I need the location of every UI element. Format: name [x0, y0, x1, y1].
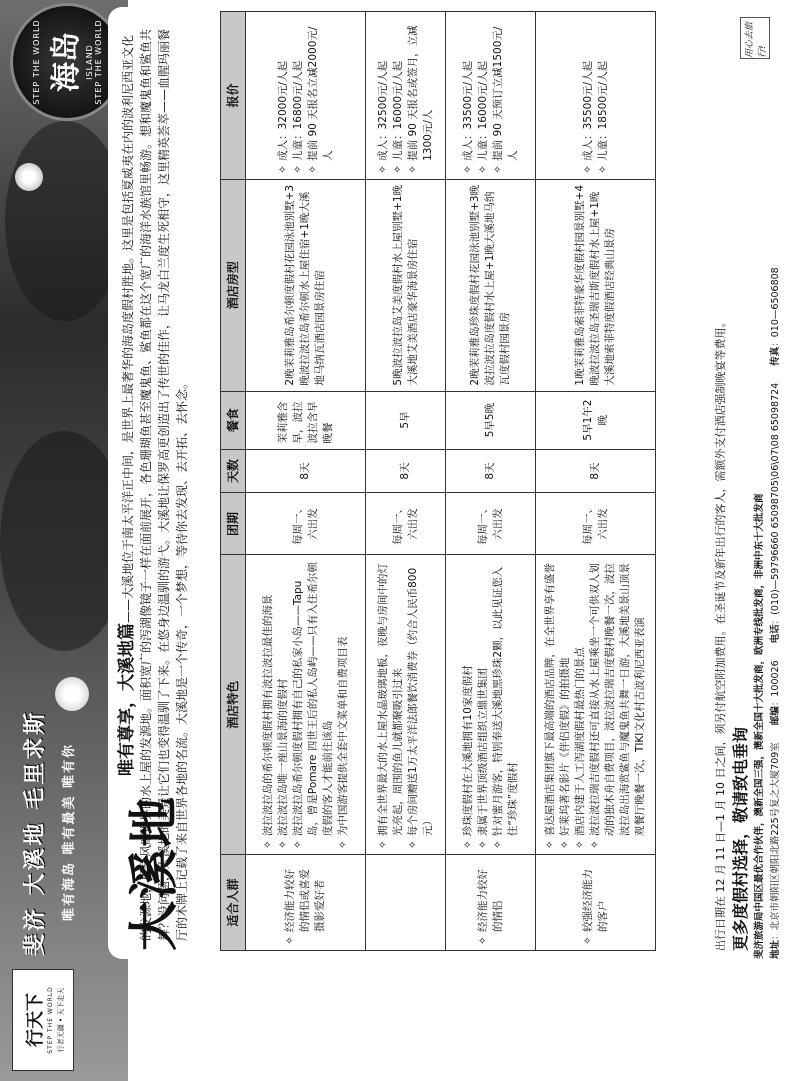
audience-text: ✧ 经济能力较好的情侣 — [476, 860, 506, 945]
prices-cell — [536, 12, 656, 180]
rooms-cell: 1晚茉莉雅岛索菲特豪华度假村园景别墅+4晚波拉波拉岛圣瑞吉斯度假村水上屋+1晚大溪地索菲特度假酒店经典山景房 — [536, 179, 656, 391]
address-value: 北京市朝阳区朝阳北路225号复之大厦709室 — [770, 742, 781, 931]
prices-cell — [246, 12, 366, 180]
col-departure: 团期 — [221, 493, 246, 555]
table-header-row — [221, 12, 246, 951]
days-cell: 8天 — [366, 449, 446, 493]
departure-cell: 每周一、六出发 — [536, 493, 656, 555]
feature-item: ✧ 每个房间赠送1万太平洋法郎餐饮消费券（约合人民币800元） — [406, 560, 436, 849]
feature-item: ✧ 拥有全世界最大的水上屋水晶玻璃地板，夜晚与房间中的灯光亮起，周围的鱼儿就都聚吸引过来 — [376, 560, 406, 849]
table-row — [366, 12, 446, 951]
feature-item: ✧ 珍珠度假村在大溪地拥有10家度假村 — [461, 560, 476, 849]
postcode-value: 100026 — [770, 660, 781, 697]
phone-value: (010)—59796660 65098705\06\07\08 65098724 — [770, 382, 781, 615]
meals-cell: 5早1午2晚 — [536, 391, 656, 449]
seal-main-text: 海岛 — [48, 32, 84, 92]
seal-side-text: ISLAND — [84, 44, 94, 80]
price-item: ✧ 儿童：16000元/人起 — [391, 17, 406, 174]
rooms-cell: 2晚茉莉雅岛珍珠度假村花园泳池别墅+3晚波拉波拉岛度假村水上屋+1晚大溪地马纳瓦度假村园景房 — [446, 179, 536, 391]
rooms-cell: 2晚茉莉雅岛希尔顿度假村花园泳池别墅+3晚波拉波拉岛希尔顿水上屋住宿+1晚大溪地马纳瓦酒店园景房住宿 — [246, 179, 366, 391]
page-title: 大溪地 — [124, 795, 183, 951]
features-cell — [536, 555, 656, 855]
col-prices: 报价 — [221, 12, 246, 180]
features-cell — [366, 555, 446, 855]
phone-label: 电话 — [770, 624, 781, 644]
footer-credentials: 斐济旅游局中国区最优合作伙伴，澳新全国三强，澳新全国十大批发商，欧洲专线批发商，非洲中东十大批发商 — [754, 493, 765, 959]
surcharge-note: 出行日期在 12 月 11 日—1 月 10 日之间，须另付航空附加费用。在圣诞节及新年出行的客人，需额外支付酒店强制晚宴等费用。 — [714, 316, 727, 951]
audience-text: ✧ 较强经济能力的客户 — [581, 860, 611, 945]
days-cell: 8天 — [446, 449, 536, 493]
table-row — [536, 12, 656, 951]
destinations-tagline: 斐济 大溪地 毛里求斯 — [22, 709, 48, 956]
audience-cell — [246, 855, 366, 951]
days-cell: 8天 — [246, 449, 366, 493]
price-item: ✧ 儿童：16800元/人起 — [291, 17, 306, 174]
call-to-action: 更多度假村选择，敬请致电垂询 — [731, 726, 750, 951]
prices-cell — [446, 12, 536, 180]
footer-contact: 地址：北京市朝阳区朝阳北路225号复之大厦709室 邮编：100026 电话：(010)—59796660 65098705\06\07\08 65098724 传真：010—6506808 — [770, 267, 781, 959]
island-seal — [10, 3, 124, 121]
meals-cell: 茉莉雅含早，波拉波拉含早晚餐 — [246, 391, 366, 449]
intro-text: ——大溪地位于南太平洋正中间，是世界上最奢华的海岛度假村胜地。这里是包括夏威夷在内的波利尼西亚文化的发源地，更是风靡世界的水上屋的发源地。面积宽广的泻湖像镜子一样在面前展开，各色珊瑚鱼甚至魔鬼鱼、鲨鱼都在这个宽广的海洋水族馆里畅游。想和魔鬼鱼和鲨鱼共舞？没问题，大溪地的美景让它们也变得温驯了下来。在悠身边温驯的游弋。大溪地让保罗高更创造出了传世的佳作，让马龙白兰度生死相守，这里精英荟萃——血腥玛丽餐厅的木牌上记载了来自世界各地的名流。大溪地是一个传奇，一个梦想，等待你去发现、去开拓、去怀念。 — [121, 28, 189, 941]
logo-slogan: 行者无疆 • 天下走天 — [56, 987, 65, 1053]
feature-item: ✧ 喜达屋酒店集团旗下最高端的酒店品牌，在全世界享有盛誉 — [543, 560, 558, 849]
audience-cell — [446, 855, 536, 951]
postcode-label: 邮编 — [770, 706, 781, 726]
rooms-cell: 5晚波拉波拉岛艾美度假村水上屋别墅+1晚大溪地艾美酒店豪华海景房住宿 — [366, 179, 446, 391]
hotel-table — [220, 11, 656, 951]
price-item: ✧ 成人：35500元/人起 — [581, 17, 596, 174]
table-row — [446, 12, 536, 951]
flower-icon — [55, 677, 89, 711]
intro-lead: 唯有尊享，大溪地篇 — [117, 623, 137, 776]
logo-name: 行天下 — [24, 993, 46, 1047]
flower-icon — [15, 163, 43, 191]
price-item: ✧ 成人：32500元/人起 — [376, 17, 391, 174]
address-label: 地址 — [770, 939, 781, 959]
handwritten-sign: 用心去旅行! — [740, 17, 770, 59]
price-item: ✧ 儿童：18500元/人起 — [596, 17, 611, 174]
departure-cell: 每周一、六出发 — [246, 493, 366, 555]
feature-item: ✧ 好莱坞著名影片《伴侣度假》的拍摄地 — [558, 560, 573, 849]
col-audience: 适合人群 — [221, 855, 246, 951]
table-row — [246, 12, 366, 951]
feature-item: ✧ 波拉波拉岛的希尔顿度假村拥有波拉波拉最佳的海景 — [261, 560, 276, 849]
fax-value: 010—6506808 — [770, 267, 781, 338]
audience-cell — [536, 855, 656, 951]
price-item: ✧ 提前 90 天预订立减1500元/人 — [491, 17, 521, 174]
feature-item: ✧ 波拉波拉瑞吉度假村还可直接从水上屋乘坐一个可供双人划动的独木舟自费项目，波拉波拉瑞吉度假村晚餐一次，波拉波拉岛出海赏鲨鱼与魔鬼鱼共舞一日游，大溪地美景山顶景观餐厅晚餐一次，TIKI文化村古波利尼西亚表演 — [588, 560, 648, 849]
price-item: ✧ 儿童：16000元/人起 — [476, 17, 491, 174]
brand-logo — [12, 969, 74, 1071]
features-cell — [246, 555, 366, 855]
audience-text: ✧ 经济能力较好的情侣或喜爱摄影爱好者 — [283, 860, 328, 945]
feature-item: ✧ 波拉波拉岛希尔顿度假村拥有自己的私家小岛——Tapu 岛，曾是Pomare 四世王后的私人岛屿——只有入住希尔顿度假的客人才能前往该岛 — [291, 560, 336, 849]
col-meals: 餐食 — [221, 391, 246, 449]
feature-item: ✧ 波拉波拉岛唯一座山景海的度假村 — [276, 560, 291, 849]
seal-ring-text: STEP THE WORLD — [31, 19, 41, 105]
audience-cell — [366, 855, 446, 951]
prices-cell — [366, 12, 446, 180]
feature-item: ✧ 酒店内建于人工泻湖度假村最热门的景点 — [573, 560, 588, 849]
meals-cell: 5早 — [366, 391, 446, 449]
price-item: ✧ 提前 90 天报名或签月，立减1300元/人 — [406, 17, 436, 174]
feature-item: ✧ 针对蜜月游客，特别奉送大溪地黑珍珠2颗，以此见证您入住“珍珠”度假村 — [491, 560, 521, 849]
slogan-tagline: 唯有海岛 唯有最美 唯有你 — [62, 742, 77, 921]
seal-bottom-text: STEP THE WORLD — [93, 19, 103, 105]
price-item: ✧ 成人：32000元/人起 — [276, 17, 291, 174]
features-cell — [446, 555, 536, 855]
footer — [752, 7, 784, 959]
days-cell: 8天 — [536, 449, 656, 493]
departure-cell: 每周一、六出发 — [446, 493, 536, 555]
feature-item: ✧ 隶属于世界顶级酒店组织立鼎世集团 — [476, 560, 491, 849]
price-item: ✧ 提前 90 天报名立减2000元/人 — [306, 17, 336, 174]
fax-label: 传真 — [770, 346, 781, 366]
content-card — [108, 7, 798, 959]
intro-paragraph — [118, 29, 191, 941]
meals-cell: 5早5晚 — [446, 391, 536, 449]
departure-cell: 每周一、六出发 — [366, 493, 446, 555]
price-item: ✧ 成人：33500元/人起 — [461, 17, 476, 174]
feature-item: ✧ 为中国游客提供全套中文菜单和自费项目表 — [336, 560, 351, 849]
logo-sub: STEP THE WORLD — [46, 986, 54, 1054]
col-features: 酒店特色 — [221, 555, 246, 855]
col-days: 天数 — [221, 449, 246, 493]
col-rooms: 酒店房型 — [221, 179, 246, 391]
